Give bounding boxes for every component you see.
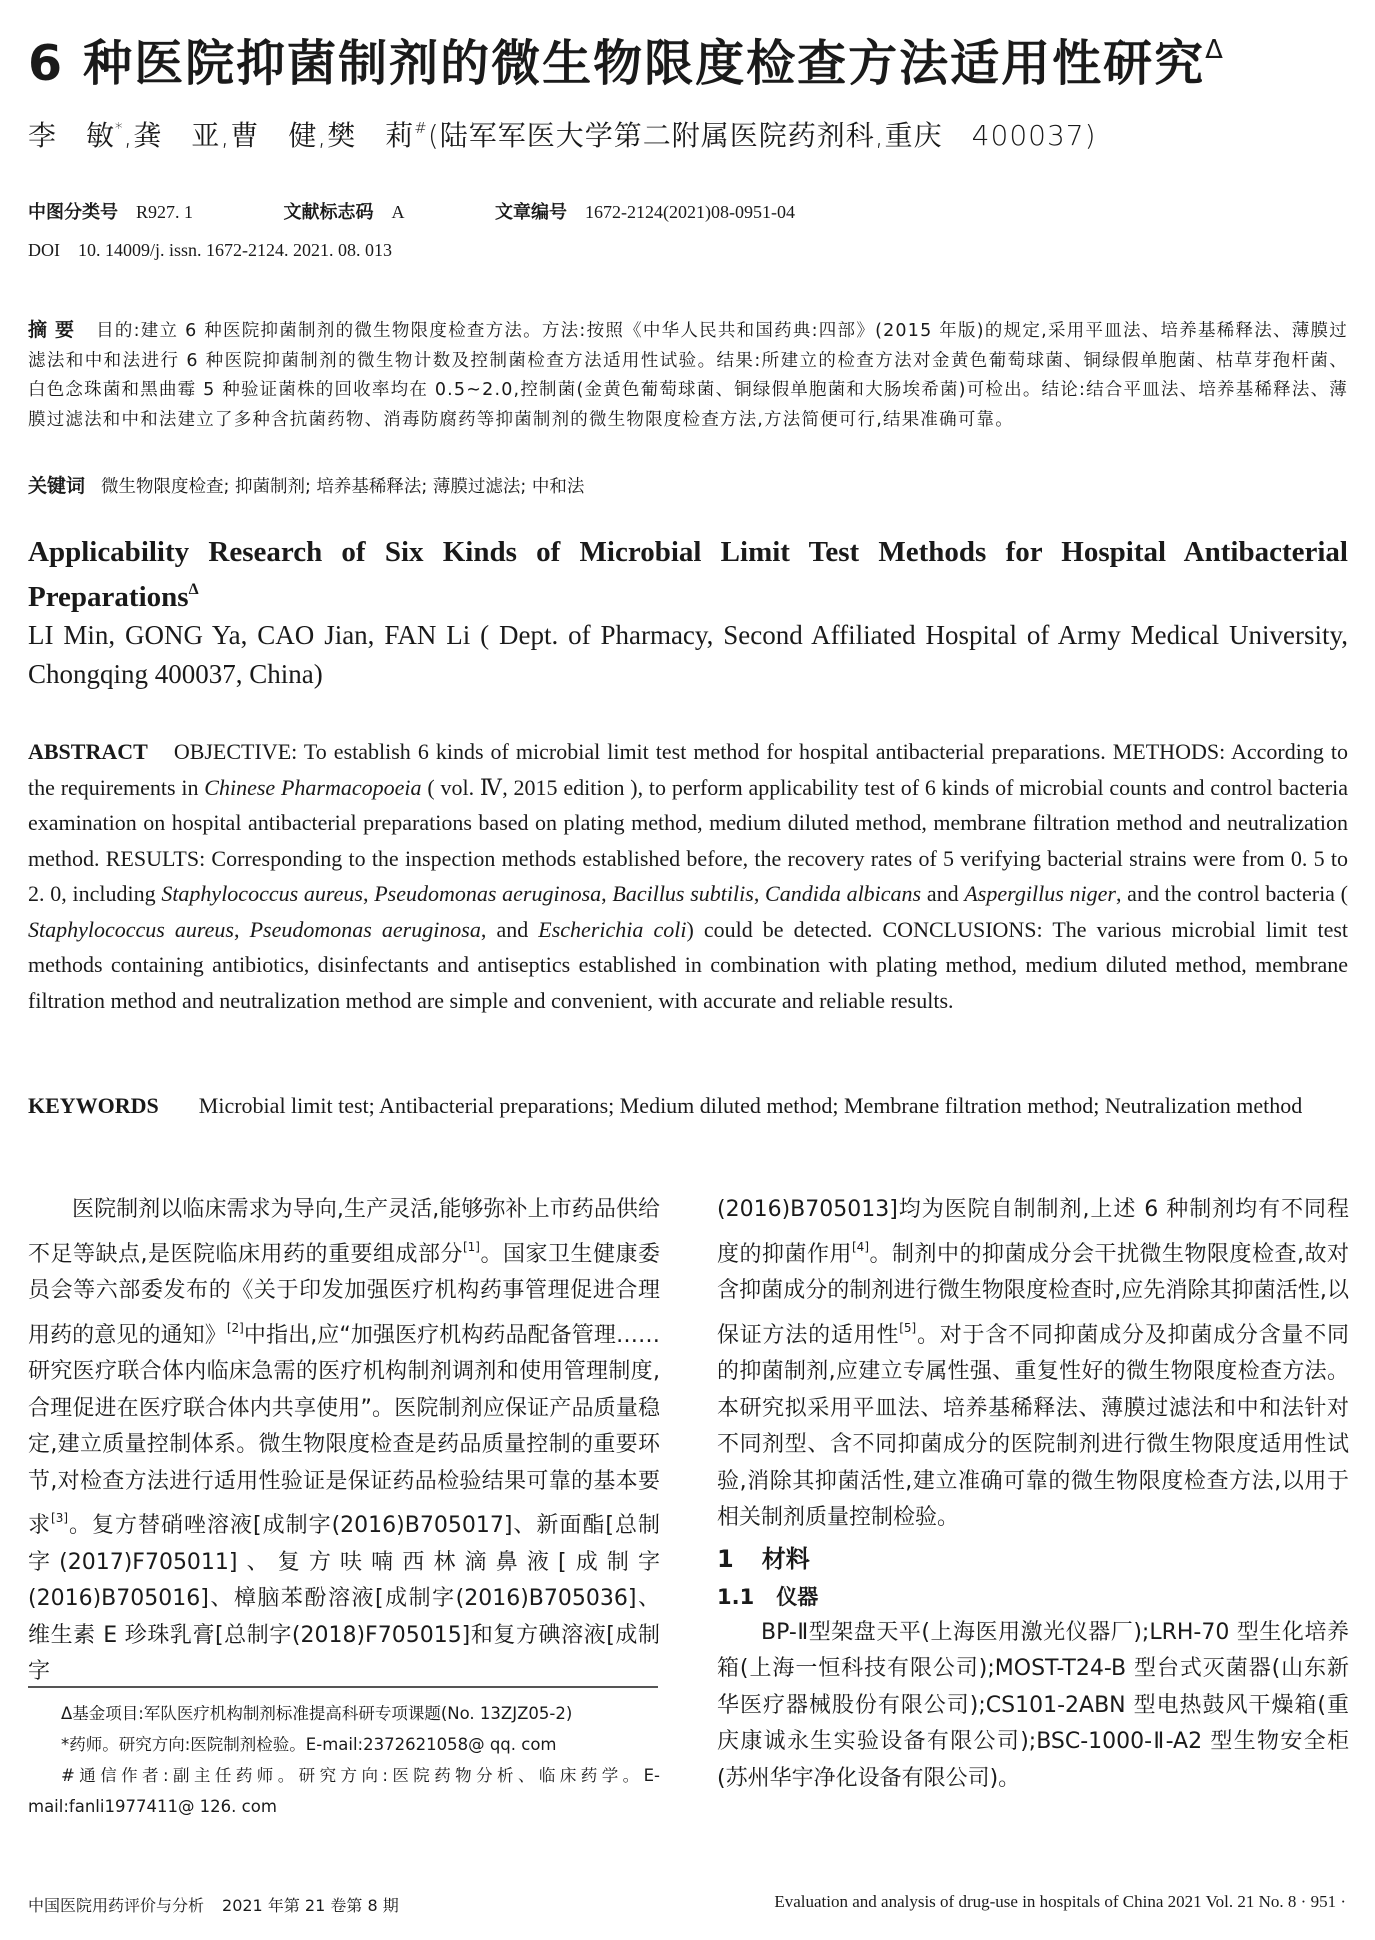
species-name: Staphylococcus aureus — [161, 881, 363, 906]
keywords-cn-label: 关键词 — [28, 475, 86, 497]
article-title-cn — [28, 10, 1358, 104]
instruments-paragraph: BP-Ⅱ型架盘天平(上海医用激光仪器厂);LRH-70 型生化培养箱(上海一恒科技有限公司);MOST-T24-B 型台式灭菌器(山东新华医疗器械股份有限公司);CS101-2ABN 型电热鼓风干燥箱(重庆康诚永生实验设备有限公司);BSC-1000-Ⅱ-A2 型生物安全柜(苏州华宇净化设备有限公司)。 — [717, 1619, 1349, 1791]
issue-cn: 2021 年第 21 卷第 8 期 — [222, 1896, 399, 1915]
citation-ref: [5] — [899, 1320, 917, 1335]
citation-ref: [1] — [462, 1239, 480, 1254]
text-run: (2016)B705013]均为医院自制制剂,上述 6 种制剂均有不同程度的抑菌作用 — [717, 1197, 1349, 1267]
body-column-right — [717, 1192, 1349, 1797]
keywords-cn-text: 微生物限度检查; 抑菌制剂; 培养基稀释法; 薄膜过滤法; 中和法 — [101, 477, 585, 497]
section-number: 1 — [717, 1544, 734, 1573]
author-mark: # — [414, 119, 428, 137]
author-mark: * — [115, 119, 124, 137]
intro-paragraph-continued — [717, 1192, 1349, 1537]
abstract-run: , — [234, 916, 250, 942]
footnote-divider — [28, 1686, 658, 1688]
section-title: 材料 — [761, 1544, 810, 1573]
author-name: 樊 莉 — [327, 119, 415, 152]
text-run: 。复方替硝唑溶液[成制字(2016)B705017]、新面酯[总制字(2017)F705011]、复方呋喃西林滴鼻液[成制字(2016)B705016]、樟脑苯酚溶液[成制字(2016)B705036]、维生素 E 珍珠乳膏[总制字(2018)F705015]和复方碘溶液[成制字 — [28, 1513, 660, 1684]
abstract-run: ( vol. Ⅳ, 2015 edition ), to perform applicability test of 6 kinds of microbial counts and control bacteria examination on hospital antibacterial preparations based on plating method, medium diluted method, membrane filtration method and neutralization method. RESULTS: Corresponding to the inspection methods established before, the recovery rates of 5 verifying bacterial strains were from 0. 5 to 2. 0, including — [28, 774, 1349, 906]
subsection-title: 仪器 — [776, 1584, 819, 1609]
keywords-en — [28, 1088, 1348, 1123]
text-run: 。对于含不同抑菌成分及抑菌成分含量不同的抑菌制剂,应建立专属性强、重复性好的微生物限度检查方法。本研究拟采用平皿法、培养基稀释法、薄膜过滤法和中和法针对不同剂型、含不同抑菌成分的医院制剂进行微生物限度适用性试验,消除其抑菌活性,建立准确可靠的微生物限度检查方法,以用于相关制剂质量控制检验。 — [717, 1322, 1349, 1530]
abstract-cn-text: 目的:建立 6 种医院抑菌制剂的微生物限度检查方法。方法:按照《中华人民共和国药典:四部》(2015 年版)的规定,采用平皿法、培养基稀释法、薄膜过滤法和中和法进行 6 种医院抑菌制剂的微生物计数及控制菌检查方法适用性试验。结果:所建立的检查方法对金黄色葡萄球菌、铜绿假单胞菌、枯草芽孢杆菌、白色念珠菌和黑曲霉 5 种验证菌株的回收率均在 0.5~2.0,控制菌(金黄色葡萄球菌、铜绿假单胞菌和大肠埃希菌)可检出。结论:结合平皿法、培养基稀释法、薄膜过滤法和中和法建立了多种含抗菌药物、消毒防腐药等抑菌制剂的微生物限度检查方法,方法简便可行,结果准确可靠。 — [28, 321, 1348, 430]
author-name: 龚 亚 — [133, 119, 221, 152]
species-name: Pseudomonas aeruginosa — [249, 916, 481, 942]
page-number: · 951 · — [1300, 1892, 1346, 1911]
authors-en: LI Min, GONG Ya, CAO Jian, FAN Li ( Dept. of Pharmacy, Second Affiliated Hospital of Army Medical University, Chongqing 400037, China) — [28, 620, 1348, 689]
journal-name-en: Evaluation and analysis of drug-use in hospitals of China 2021 Vol. 21 No. 8 — [774, 1892, 1297, 1911]
abstract-run: and — [921, 881, 965, 906]
title-cn-text: 6 种医院抑菌制剂的微生物限度检查方法适用性研究 — [28, 35, 1206, 92]
footer-journal-en — [626, 1892, 1346, 1912]
title-en-text: Applicability Research of Six Kinds of Microbial Limit Test Methods for Hospital Antibacterial Preparations — [28, 536, 1348, 613]
abstract-cn-label: 摘要 — [28, 319, 83, 341]
species-name: Chinese Pharmacopoeia — [204, 774, 422, 800]
body-column-left — [28, 1192, 660, 1691]
author-name: 李 敏 — [28, 119, 116, 152]
article-title-en — [28, 533, 1348, 616]
citation-ref: [4] — [852, 1239, 869, 1254]
subsection-heading-instruments — [717, 1579, 1349, 1615]
footnote-first-author: *药师。研究方向:医院制剂检验。E-mail:2372621058@ qq. com — [61, 1735, 557, 1754]
clc-label: 中图分类号 — [28, 202, 118, 223]
abstract-run: , and the control bacteria ( — [1115, 881, 1349, 906]
article-number-value: 1672-2124(2021)08-0951-04 — [585, 202, 795, 222]
article-number-label: 文章编号 — [495, 202, 568, 223]
species-name: Aspergillus niger — [964, 881, 1116, 906]
abstract-en — [28, 734, 1348, 1018]
subsection-number: 1.1 — [717, 1584, 755, 1609]
species-name: Escherichia coli — [538, 916, 687, 942]
footnote-corresponding-author: #通信作者:副主任药师。研究方向:医院药物分析、临床药学。E-mail:fanli1977411@ 126. com — [28, 1766, 660, 1816]
doc-code-label: 文献标志码 — [283, 202, 374, 223]
footer-journal-cn — [28, 1893, 399, 1916]
author-name: 曹 健 — [230, 119, 318, 152]
text-run: 。制剂中的抑菌成分会干扰微生物限度检查,故对含抑菌成分的制剂进行微生物限度检查时,应先消除其抑菌活性,以保证方法的适用性 — [717, 1241, 1349, 1348]
doi-label: DOI — [28, 240, 60, 260]
text-run: 医院制剂以临床需求为导向,生产灵活,能够弥补上市药品供给不足等缺点,是医院临床用药的重要组成部分 — [28, 1197, 660, 1267]
authors-cn: 李 敏*,龚 亚,曹 健,樊 莉#(陆军军医大学第二附属医院药剂科,重庆 400037) — [28, 119, 1097, 152]
species-name: Bacillus subtilis — [612, 881, 754, 906]
abstract-run: OBJECTIVE: To establish 6 kinds of microbial limit test method for hospital antibacterial preparations. METHODS: According to the requirements in — [28, 739, 1348, 800]
keywords-en-label: KEYWORDS — [28, 1093, 159, 1118]
journal-name-cn: 中国医院用药评价与分析 — [28, 1896, 205, 1915]
text-run: 。国家卫生健康委员会等六部委发布的《关于印发加强医疗机构药事管理促进合理用药的意见的通知》 — [28, 1241, 660, 1348]
classification-row — [28, 199, 795, 226]
abstract-en-label: ABSTRACT — [28, 739, 148, 764]
citation-ref: [3] — [51, 1511, 69, 1525]
abstract-run: , and — [480, 916, 539, 942]
species-name: Pseudomonas aeruginosa — [374, 881, 602, 906]
doc-code-value: A — [391, 202, 405, 222]
abstract-run: , — [753, 881, 766, 906]
abstract-en-text — [28, 739, 1348, 1013]
species-name: Candida albicans — [765, 881, 922, 906]
species-name: Staphylococcus aureus — [28, 916, 234, 942]
text-run: 中指出,应“加强医疗机构药品配备管理……研究医疗联合体内临床急需的医疗机构制剂调剂和使用管理制度,合理促进在医疗联合体内共享使用”。医院制剂应保证产品质量稳定,建立质量控制体系。微生物限度检查是药品质量控制的重要环节,对检查方法进行适用性验证是保证药品检验结果可靠的基本要求 — [28, 1322, 660, 1538]
abstract-run: , — [362, 881, 375, 906]
doi-row — [28, 237, 392, 263]
footnote-fund: Δ基金项目:军队医疗机构制剂标准提高科研专项课题(No. 13ZJZ05-2) — [61, 1704, 573, 1723]
doi-value: 10. 14009/j. issn. 1672-2124. 2021. 08. 013 — [78, 240, 393, 260]
section-heading-materials — [717, 1539, 1349, 1579]
keywords-cn — [28, 472, 584, 501]
footnotes — [28, 1698, 660, 1822]
abstract-run: ) could be detected. CONCLUSIONS: The various microbial limit test methods containing antibiotics, disinfectants and antiseptics established in combination with plating method, medium diluted method, membrane filtration method and neutralization method are simple and convenient, with accurate and reliable results. — [28, 916, 1349, 1013]
title-en-fund-mark: Δ — [188, 581, 199, 598]
title-fund-mark: Δ — [1205, 35, 1225, 65]
clc-value: R927. 1 — [136, 202, 194, 222]
abstract-run: , — [601, 881, 613, 906]
affiliation-cn: (陆军军医大学第二附属医院药剂科,重庆 400037) — [427, 119, 1097, 152]
keywords-en-text: Microbial limit test; Antibacterial preparations; Medium diluted method; Membrane filtration method; Neutralization method — [198, 1093, 1303, 1118]
intro-paragraph — [28, 1192, 660, 1691]
citation-ref: [2] — [226, 1320, 244, 1335]
abstract-cn — [28, 316, 1348, 435]
